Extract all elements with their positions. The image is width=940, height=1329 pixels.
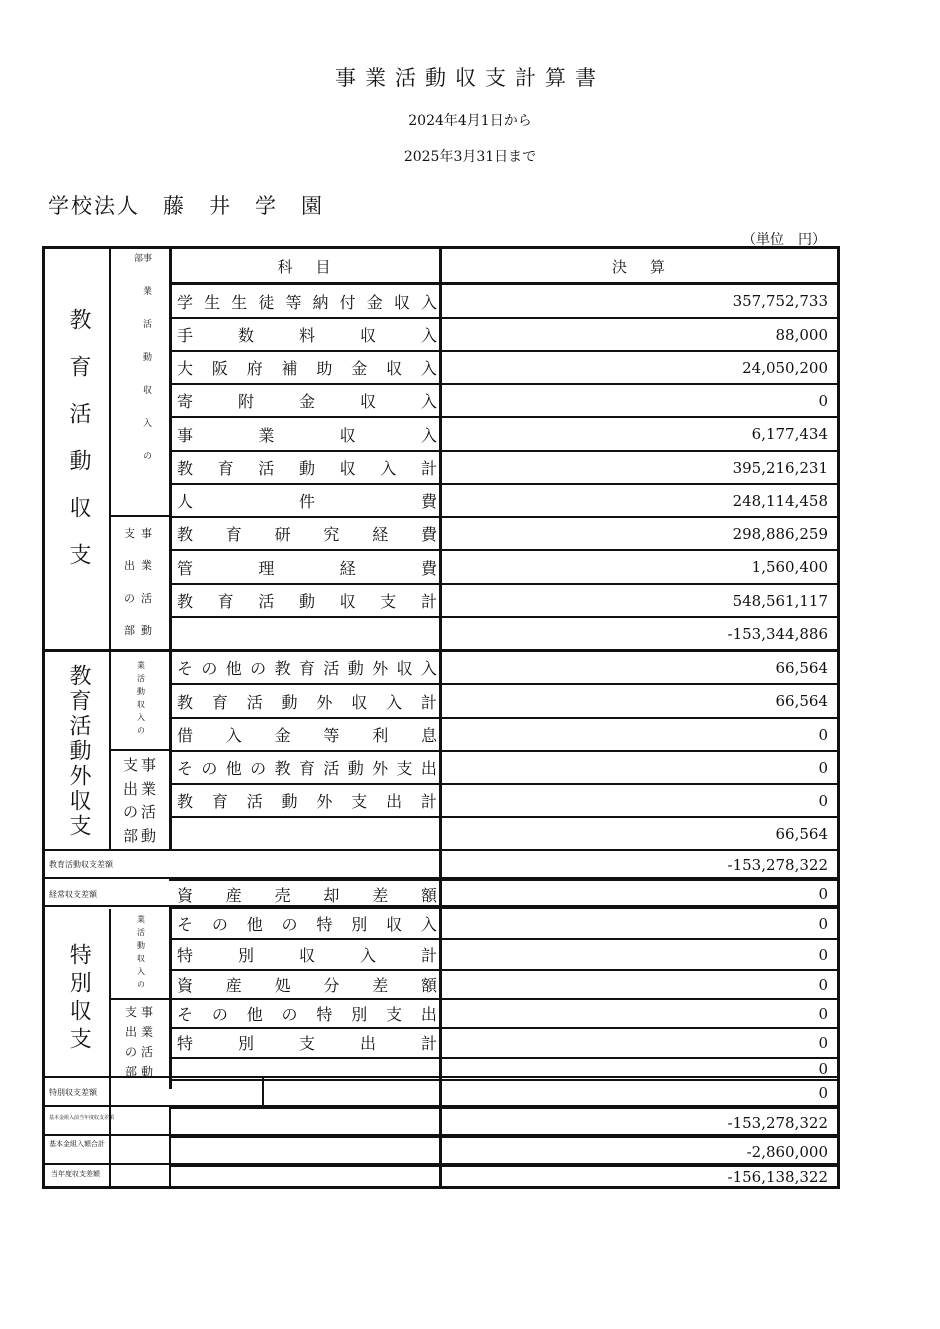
label-char: 入 <box>420 359 437 378</box>
row-amount: 248,114,458 <box>732 491 828 510</box>
label-char: 特 <box>177 1034 194 1053</box>
label-char: 別 <box>237 946 254 965</box>
label-char: 入 <box>420 425 437 445</box>
label-char: の <box>201 759 218 778</box>
row-label <box>171 971 441 998</box>
year-diff-label: 当年度収支差額 <box>51 1170 100 1178</box>
label-char: 出 <box>420 759 437 778</box>
row-amount: -153,344,886 <box>727 625 828 643</box>
label-char: そ <box>177 759 194 778</box>
label-char: そ <box>177 1005 194 1024</box>
label-char: 教 <box>177 792 194 811</box>
label-char: の <box>201 659 218 678</box>
basic-total-label: 基本金組入額合計 <box>49 1140 105 1148</box>
label-char: 特 <box>316 915 333 934</box>
label-char: 収 <box>339 425 356 445</box>
label-char: 出 <box>359 1034 376 1053</box>
label-char: 研 <box>274 525 291 544</box>
row-label <box>171 719 441 750</box>
label-char: 費 <box>420 492 437 511</box>
row-amount: 0 <box>818 1084 828 1102</box>
ex-expense-a: 支事 <box>122 756 159 775</box>
label-char: 教 <box>177 692 194 712</box>
label-char: 計 <box>420 1034 437 1053</box>
sp-expense-b: 出業 <box>124 1024 157 1039</box>
label-char: 育 <box>298 659 315 678</box>
label-char: 収 <box>359 392 376 411</box>
label-char: 料 <box>298 326 315 345</box>
row-label <box>171 752 441 783</box>
label-char: 経 <box>339 558 356 578</box>
row-label <box>171 909 441 938</box>
label-char: 件 <box>298 492 315 511</box>
period-from: 2024年4月1日から <box>408 113 532 129</box>
row-label <box>171 418 441 450</box>
pre-basic-label: 基本金組入前当年度収支差額 <box>49 1115 115 1121</box>
row-amount: 1,560,400 <box>751 558 828 576</box>
row-amount: 0 <box>818 1033 828 1052</box>
label-char: 入 <box>386 692 403 712</box>
special-diff-label: 特別収支差額 <box>49 1088 97 1097</box>
label-char: 計 <box>420 792 437 811</box>
label-char: 額 <box>420 976 437 995</box>
label-char: 経 <box>372 525 389 544</box>
label-char: の <box>211 915 228 934</box>
label-char: 入 <box>225 726 242 745</box>
label-char: 手 <box>177 326 194 345</box>
row-amount: 0 <box>818 391 828 410</box>
label-char: 金 <box>298 392 315 411</box>
unit-label: （単位 円） <box>742 232 826 248</box>
label-char: 金 <box>366 292 383 312</box>
label-char: 収 <box>386 359 403 378</box>
row-label <box>171 652 441 683</box>
section-edu-ex-text: 教育活動外収支 <box>66 663 91 839</box>
label-char: 産 <box>225 885 242 905</box>
sp-income-side-text: 業活動収入の <box>136 915 146 993</box>
sp-expense-a: 支事 <box>124 1004 157 1019</box>
row-label <box>171 851 441 879</box>
label-char: 人 <box>177 492 194 511</box>
label-char: の <box>250 659 267 678</box>
label-char: 等 <box>285 292 302 312</box>
label-char: 究 <box>323 525 340 544</box>
section-edu-text: 教育活動収支 <box>66 308 91 590</box>
row-amount: 0 <box>818 791 828 810</box>
sp-expense-c: の活 <box>124 1044 157 1059</box>
label-char: 収 <box>359 326 376 345</box>
row-label <box>171 385 441 416</box>
row-label <box>171 1081 441 1105</box>
label-char: 収 <box>298 946 315 965</box>
label-char: 育 <box>217 459 234 478</box>
label-char: 府 <box>246 359 263 378</box>
label-char: の <box>250 759 267 778</box>
row-label <box>171 618 441 650</box>
label-char: 資 <box>177 976 194 995</box>
label-char: 費 <box>420 525 437 544</box>
row-label <box>171 785 441 816</box>
label-char: 支 <box>298 1034 315 1053</box>
row-amount: 0 <box>818 945 828 964</box>
statement-table <box>42 246 840 1189</box>
row-label <box>171 518 441 549</box>
label-char: 他 <box>246 915 263 934</box>
label-char: 附 <box>237 392 254 411</box>
ex-expense-side <box>111 753 171 847</box>
label-char: 動 <box>298 459 315 478</box>
label-char: 支 <box>386 1005 403 1024</box>
label-char: 外 <box>372 759 389 778</box>
row-label <box>171 1000 441 1027</box>
row-label <box>171 319 441 350</box>
row-amount: 66,564 <box>775 824 828 843</box>
row-label <box>171 1029 441 1056</box>
label-char: 育 <box>217 592 234 611</box>
row-amount: 6,177,434 <box>751 425 828 443</box>
label-char: 計 <box>420 692 437 712</box>
label-char: 育 <box>298 759 315 778</box>
label-char: 入 <box>420 915 437 934</box>
label-char: 分 <box>323 976 340 995</box>
label-char: 動 <box>281 792 298 811</box>
label-char: 活 <box>323 759 340 778</box>
row-label <box>171 285 441 317</box>
label-char: そ <box>177 659 194 678</box>
label-char: 支 <box>380 592 397 611</box>
label-char: 徒 <box>258 292 275 312</box>
section-special-text: 特別収支 <box>66 943 92 1055</box>
label-char: 教 <box>177 592 194 611</box>
label-char: 等 <box>323 726 340 745</box>
label-char: 動 <box>347 659 364 678</box>
grid-line <box>109 749 172 751</box>
label-char: 管 <box>177 558 194 578</box>
label-char: 計 <box>420 592 437 611</box>
label-char: 金 <box>274 726 291 745</box>
row-amount: 548,561,117 <box>732 591 828 610</box>
label-char: 他 <box>246 1005 263 1024</box>
row-label <box>171 485 441 516</box>
ex-income-side-text: 業活動収入の <box>136 661 146 739</box>
label-char: そ <box>177 915 194 934</box>
label-char: 借 <box>177 726 194 745</box>
row-amount: -2,860,000 <box>746 1142 828 1161</box>
label-char: 教 <box>274 659 291 678</box>
edu-income-side <box>111 253 171 509</box>
label-char: 育 <box>225 525 242 544</box>
label-char: 育 <box>211 792 228 811</box>
label-char: 収 <box>396 659 413 678</box>
row-amount: 0 <box>818 914 828 933</box>
edu-total-label: 教育活動収支差額 <box>49 860 113 869</box>
row-amount: 0 <box>818 885 828 903</box>
label-char: 教 <box>177 459 194 478</box>
label-char: 活 <box>258 459 275 478</box>
label-char: 差 <box>372 976 389 995</box>
row-label <box>171 881 441 907</box>
label-char: 額 <box>420 885 437 905</box>
ex-expense-b: 出業 <box>122 779 159 798</box>
label-char: 活 <box>258 592 275 611</box>
label-char: 別 <box>237 1034 254 1053</box>
label-char: 売 <box>274 885 291 905</box>
label-char: 活 <box>246 692 263 712</box>
label-char: 利 <box>372 726 389 745</box>
label-char: 入 <box>380 459 397 478</box>
label-char: 納 <box>312 292 329 312</box>
label-char: の <box>211 1005 228 1024</box>
label-char: 支 <box>396 759 413 778</box>
row-label <box>171 352 441 383</box>
label-char: 助 <box>316 359 333 378</box>
label-char: 付 <box>339 292 356 312</box>
label-char: 活 <box>323 659 340 678</box>
label-char: 計 <box>420 459 437 478</box>
sp-income-side <box>111 909 171 999</box>
amount-header: 決 算 <box>611 257 669 276</box>
label-char: 却 <box>323 885 340 905</box>
label-char: 阪 <box>211 359 228 378</box>
label-char: 数 <box>237 326 254 345</box>
label-char: 入 <box>420 326 437 345</box>
label-char: 動 <box>281 692 298 712</box>
sp-expense-side <box>111 1001 171 1081</box>
row-amount: -153,278,322 <box>727 856 828 874</box>
label-char: 差 <box>372 885 389 905</box>
ex-expense-c: の活 <box>122 803 159 822</box>
edu-expense-d: 部動 <box>124 624 158 638</box>
label-char: 生 <box>204 292 221 312</box>
row-amount: 66,564 <box>775 692 828 710</box>
label-char: 動 <box>347 759 364 778</box>
label-char: 特 <box>316 1005 333 1024</box>
row-amount: 357,752,733 <box>732 292 828 310</box>
grid-line <box>109 1089 111 1189</box>
edu-expense-c: の活 <box>124 591 158 605</box>
label-char: 学 <box>177 292 194 312</box>
edu-expense-a: 支事 <box>124 526 158 540</box>
label-char: 育 <box>211 692 228 712</box>
row-amount: 298,886,259 <box>732 524 828 543</box>
label-char: 動 <box>298 592 315 611</box>
label-char: 補 <box>281 359 298 378</box>
row-amount: 0 <box>818 1004 828 1023</box>
row-amount: 24,050,200 <box>742 358 828 377</box>
row-label <box>171 551 441 583</box>
label-char: 費 <box>420 558 437 578</box>
label-char: 金 <box>351 359 368 378</box>
label-char: 収 <box>339 592 356 611</box>
sp-expense-d: 部動 <box>124 1064 157 1079</box>
row-label <box>171 818 441 849</box>
ordinary-label: 経常収支差額 <box>49 890 97 899</box>
label-char: 収 <box>386 915 403 934</box>
row-label <box>171 452 441 483</box>
ex-expense-d: 部動 <box>122 826 159 845</box>
edu-income-side-text: 事業活動収入の部 <box>132 253 151 484</box>
row-amount: -153,278,322 <box>727 1113 828 1132</box>
row-label <box>171 1109 441 1136</box>
row-label <box>171 940 441 969</box>
organization-name: 学校法人 藤 井 学 園 <box>48 194 324 218</box>
document-title: 事業活動収支計算書 <box>335 66 605 90</box>
label-char: 他 <box>225 659 242 678</box>
edu-expense-side <box>111 517 171 647</box>
row-amount: 0 <box>818 725 828 744</box>
label-char: 外 <box>316 792 333 811</box>
label-char: 産 <box>225 976 242 995</box>
label-char: 特 <box>177 946 194 965</box>
section-edu-ex-label <box>45 653 111 849</box>
label-char: 入 <box>420 392 437 411</box>
section-edu-label <box>45 289 111 609</box>
label-char: 他 <box>225 759 242 778</box>
row-amount: 0 <box>818 758 828 777</box>
label-char: 出 <box>420 1005 437 1024</box>
row-label <box>171 585 441 616</box>
label-char: の <box>281 915 298 934</box>
label-char: 収 <box>393 292 410 312</box>
ex-income-side <box>111 653 171 747</box>
label-char: 大 <box>177 359 194 378</box>
label-char: 外 <box>316 692 333 712</box>
label-char: 寄 <box>177 392 194 411</box>
label-char: 理 <box>258 558 275 578</box>
label-char: 教 <box>274 759 291 778</box>
label-char: 業 <box>258 425 275 445</box>
row-amount: 0 <box>818 1060 828 1078</box>
label-char: 教 <box>177 525 194 544</box>
label-char: 支 <box>351 792 368 811</box>
label-char: 入 <box>420 659 437 678</box>
grid-line <box>45 1105 840 1107</box>
edu-expense-b: 出業 <box>124 559 158 573</box>
row-amount: -156,138,322 <box>727 1168 828 1186</box>
row-amount: 0 <box>818 975 828 994</box>
label-char: 収 <box>339 459 356 478</box>
label-char: の <box>281 1005 298 1024</box>
row-label <box>171 1059 441 1079</box>
section-special-label <box>45 909 111 1089</box>
row-label <box>171 1138 441 1165</box>
label-char: 事 <box>177 425 194 445</box>
period-to: 2025年3月31日まで <box>403 149 537 165</box>
label-char: 入 <box>420 292 437 312</box>
row-label <box>171 1167 441 1187</box>
label-char: 資 <box>177 885 194 905</box>
label-char: 別 <box>351 1005 368 1024</box>
item-header: 科 目 <box>277 257 335 276</box>
label-char: 生 <box>231 292 248 312</box>
label-char: 活 <box>246 792 263 811</box>
row-amount: 395,216,231 <box>732 458 828 477</box>
label-char: 外 <box>372 659 389 678</box>
label-char: 入 <box>359 946 376 965</box>
row-amount: 66,564 <box>775 658 828 677</box>
row-amount: 88,000 <box>775 325 828 344</box>
label-char: 出 <box>386 792 403 811</box>
label-char: 計 <box>420 946 437 965</box>
row-label <box>171 685 441 717</box>
label-char: 息 <box>420 726 437 745</box>
label-char: 処 <box>274 976 291 995</box>
label-char: 収 <box>351 692 368 712</box>
label-char: 別 <box>351 915 368 934</box>
